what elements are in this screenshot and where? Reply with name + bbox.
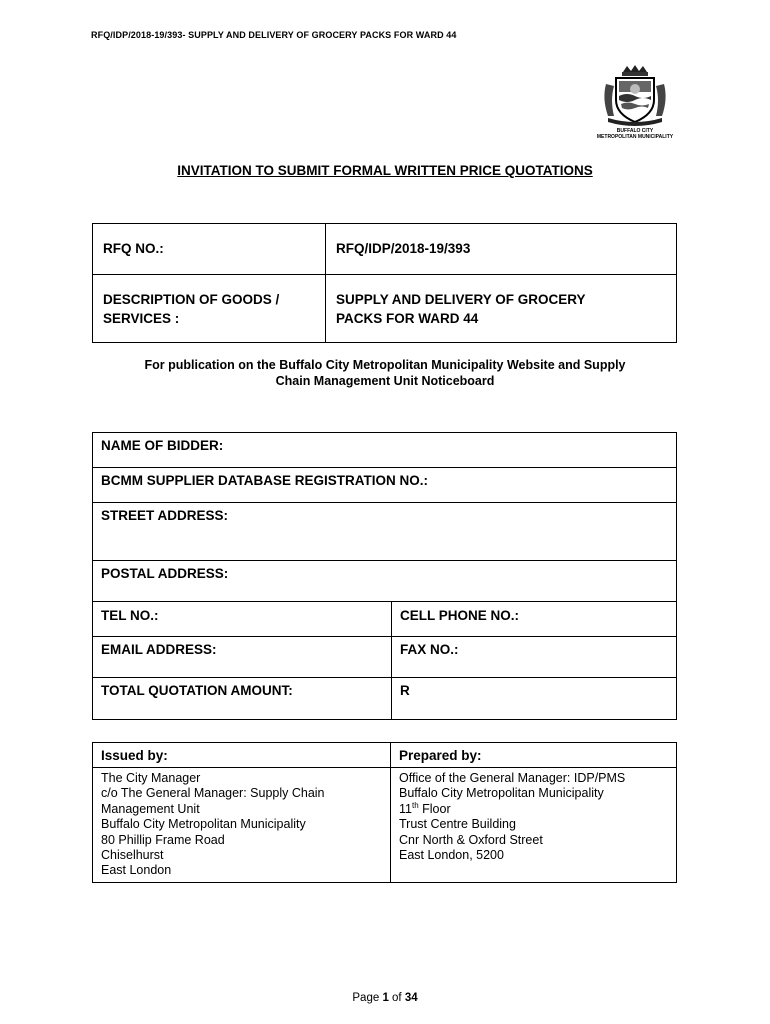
cell-phone-field[interactable]: CELL PHONE NO.: (392, 602, 677, 637)
prepared-by-address (391, 768, 677, 883)
bidder-name-field[interactable]: NAME OF BIDDER: (93, 433, 677, 468)
rfq-details-table (92, 223, 677, 343)
issued-prepared-table (92, 742, 677, 883)
issued-by-line: Management Unit (101, 801, 200, 816)
street-address-row (93, 503, 677, 561)
issued-by-line: East London (101, 863, 172, 878)
street-address-field[interactable]: STREET ADDRESS: (93, 503, 677, 561)
description-value-line2: PACKS FOR WARD 44 (336, 311, 479, 326)
municipality-logo (592, 64, 678, 144)
email-address-field[interactable]: EMAIL ADDRESS: (93, 637, 392, 678)
description-label-line2: SERVICES : (103, 311, 180, 326)
issued-by-heading: Issued by: (93, 743, 391, 768)
rfq-number-value: RFQ/IDP/2018-19/393 (326, 224, 677, 275)
issued-prepared-header-row (93, 743, 677, 768)
description-label (93, 275, 326, 343)
tel-number-field[interactable]: TEL NO.: (93, 602, 392, 637)
registration-number-field[interactable]: BCMM SUPPLIER DATABASE REGISTRATION NO.: (93, 468, 677, 503)
postal-address-field[interactable]: POSTAL ADDRESS: (93, 561, 677, 602)
prepared-by-line: Trust Centre Building (399, 817, 516, 832)
prepared-by-floor (399, 802, 668, 817)
page-title: INVITATION TO SUBMIT FORMAL WRITTEN PRICE QUOTATIONS (177, 163, 593, 178)
description-row (93, 275, 677, 343)
floor-word: Floor (418, 801, 451, 816)
rfq-number-label: RFQ NO.: (93, 224, 326, 275)
description-label-line1: DESCRIPTION OF GOODS / (103, 292, 280, 307)
description-value-line1: SUPPLY AND DELIVERY OF GROCERY (336, 292, 586, 307)
description-value (326, 275, 677, 343)
prepared-by-heading: Prepared by: (391, 743, 677, 768)
total-pages: 34 (404, 992, 418, 1004)
rfq-number-row (93, 224, 677, 275)
logo-text-line2: METROPOLITAN MUNICIPALITY (596, 134, 674, 140)
bidder-name-row (93, 433, 677, 468)
page-number-footer (0, 992, 770, 1004)
publication-note-line2: Chain Management Unit Noticeboard (275, 374, 495, 388)
floor-ordinal: th (411, 800, 419, 810)
floor-number: 11 (399, 801, 412, 816)
prepared-by-line: East London, 5200 (399, 848, 504, 863)
issued-by-line: 80 Phillip Frame Road (101, 832, 225, 847)
issued-by-line: Chiselhurst (101, 848, 164, 863)
issued-by-address (93, 768, 391, 883)
total-quotation-amount-field[interactable]: TOTAL QUOTATION AMOUNT: (93, 678, 392, 720)
publication-note (100, 357, 670, 389)
prepared-by-line: Office of the General Manager: IDP/PMS (399, 771, 626, 785)
issued-by-line: c/o The General Manager: Supply Chain (101, 786, 325, 801)
email-fax-row (93, 637, 677, 678)
total-amount-currency[interactable]: R (392, 678, 677, 720)
issued-by-line: The City Manager (101, 771, 201, 785)
fax-number-field[interactable]: FAX NO.: (392, 637, 677, 678)
total-amount-row (93, 678, 677, 720)
issued-by-line: Buffalo City Metropolitan Municipality (101, 817, 306, 832)
of-word: of (388, 992, 405, 1004)
phone-row (93, 602, 677, 637)
current-page: 1 (382, 992, 389, 1004)
bidder-details-form (92, 432, 677, 720)
issued-prepared-body-row (93, 768, 677, 883)
prepared-by-line: Cnr North & Oxford Street (399, 832, 543, 847)
registration-row (93, 468, 677, 503)
page-word: Page (352, 992, 383, 1004)
coat-of-arms-icon (592, 64, 678, 126)
prepared-by-line: Buffalo City Metropolitan Municipality (399, 786, 604, 801)
document-reference-header: RFQ/IDP/2018-19/393- SUPPLY AND DELIVERY OF GROCERY PACKS FOR WARD 44 (91, 30, 457, 40)
logo-text-line1: BUFFALO CITY (616, 128, 654, 134)
publication-note-line1: For publication on the Buffalo City Metropolitan Municipality Website and Supply (144, 358, 626, 372)
postal-address-row (93, 561, 677, 602)
